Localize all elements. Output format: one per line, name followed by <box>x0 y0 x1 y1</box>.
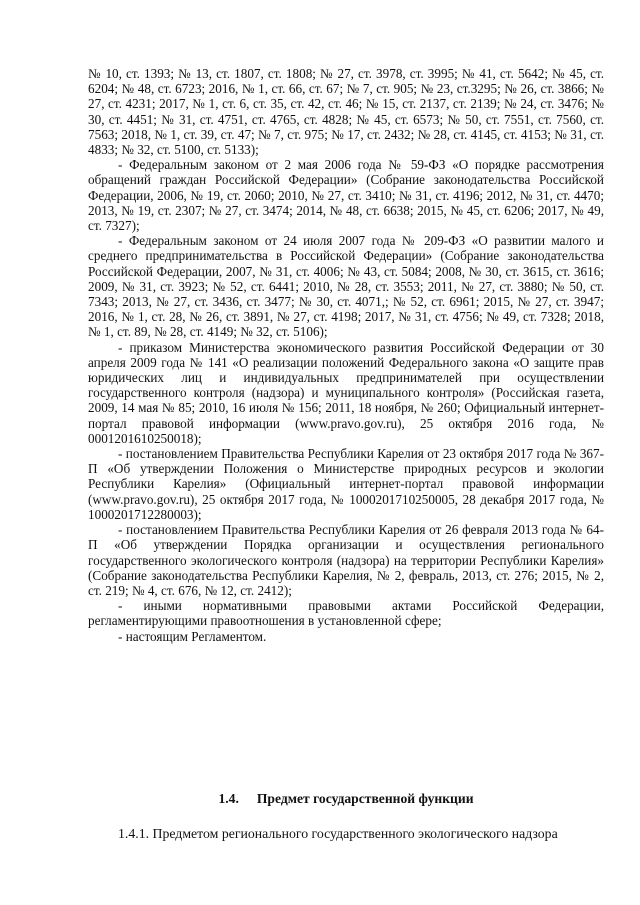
paragraph-resolution-367p: - постановлением Правительства Республики Карелия от 23 октября 2017 года № 367-П «Об утверждении Положения о Министерстве природных ресурсов и экологии Республики Карелия» (Официальный интернет-портал правовой информации (www.pravo.gov.ru), 25 октября 2017 года, № 1000201710250005, 28 декабря 2017 года, № 1000201712280003); <box>88 446 604 522</box>
section-heading <box>88 791 604 807</box>
paragraph-this-regulation: - настоящим Регламентом. <box>118 628 267 644</box>
paragraph-resolution-64p: - постановлением Правительства Республики Карелия от 26 февраля 2013 года № 64-П «Об утверждении Порядка организации и осуществления регионального государственного экологического контроля (надзора) на территории Республики Карелия» (Собрание законодательства Республики Карелия, № 2, февраль, 2013, ст. 276; 2015, № 2, ст. 219; № 4, ст. 676, № 12, ст. 2412); <box>88 522 604 598</box>
paragraph-continuation: № 10, ст. 1393; № 13, ст. 1807, ст. 1808; № 27, ст. 3978, ст. 3995; № 41, ст. 5642; № 45, ст. 6204; № 48, ст. 6723; 2016, № 1, ст. 66, ст. 67; № 7, ст. 905; № 23, ст.3295; № 26, ст. 3866; № 27, ст. 4231; 2017, № 1, ст. 6, ст. 35, ст. 42, ст. 46; № 15, ст. 2137, ст. 2139; № 24, ст. 3476; № 30, ст. 4451; № 31, ст. 4751, ст. 4765, ст. 4828; № 45, ст. 6573; № 50, ст. 7551, ст. 7560, ст. 7563; 2018, № 1, ст. 39, ст. 47; № 7, ст. 975; № 17, ст. 2432; № 28, ст. 4145, ст. 4153; № 31, ст. 4833; № 32, ст. 5100, ст. 5133); <box>88 66 604 158</box>
paragraph-1-4-1: 1.4.1. Предметом регионального государственного экологического надзора <box>118 826 558 841</box>
section-number: 1.4. <box>218 791 239 806</box>
section-title: Предмет государственной функции <box>256 791 474 806</box>
paragraph-federal-law-209fz: - Федеральным законом от 24 июля 2007 года № 209-ФЗ «О развитии малого и среднего предпринимательства в Российской Федерации» (Собрание законодательства Российской Федерации, 2007, № 31, ст. 4006; № 43, ст. 5084; 2008, № 30, ст. 3615, ст. 3616; 2009, № 31, ст. 3923; № 52, ст. 6441; 2010, № 28, ст. 3553; 2011, № 27, ст. 3880; № 50, ст. 7343; 2013, № 27, ст. 3436, ст. 3477; № 30, ст. 4071,; № 52, ст. 6961; 2015, № 27, ст. 3947; 2016, № 1, ст. 28, № 26, ст. 3891, № 27, ст. 4198; 2017, № 31, ст. 4756; № 49, ст. 7328; 2018, № 1, ст. 89, № 28, ст. 4149; № 32, ст. 5106); <box>88 233 604 340</box>
paragraph-federal-law-59fz: - Федеральным законом от 2 мая 2006 года № 59-ФЗ «О порядке рассмотрения обращений граждан Российской Федерации» (Собрание законодательства Российской Федерации, 2006, № 19, ст. 2060; 2010, № 27, ст. 3410; № 31, ст. 4196; 2012, № 31, ст. 4470; 2013, № 19, ст. 2307; № 27, ст. 3474; 2014, № 48, ст. 6638; 2015, № 45, ст. 6206; 2017, № 49, ст. 7327); <box>88 157 604 234</box>
paragraph-order-141: - приказом Министерства экономического развития Российской Федерации от 30 апреля 2009 года № 141 «О реализации положений Федерального закона «О защите прав юридических лиц и индивидуальных предпринимателей при осуществлении государственного контроля (надзора) и муниципального контроля» (Российская газета, 2009, 14 мая № 85; 2010, 16 июля № 156; 2011, 18 ноября, № 260; Официальный интернет-портал правовой информации (www.pravo.gov.ru), 25 октября 2016 года, № 0001201610250018); <box>88 339 604 446</box>
paragraph-other-acts: - иными нормативными правовыми актами Российской Федерации, регламентирующими правоотношения в установленной сфере; <box>88 598 604 629</box>
body-text <box>88 66 604 644</box>
